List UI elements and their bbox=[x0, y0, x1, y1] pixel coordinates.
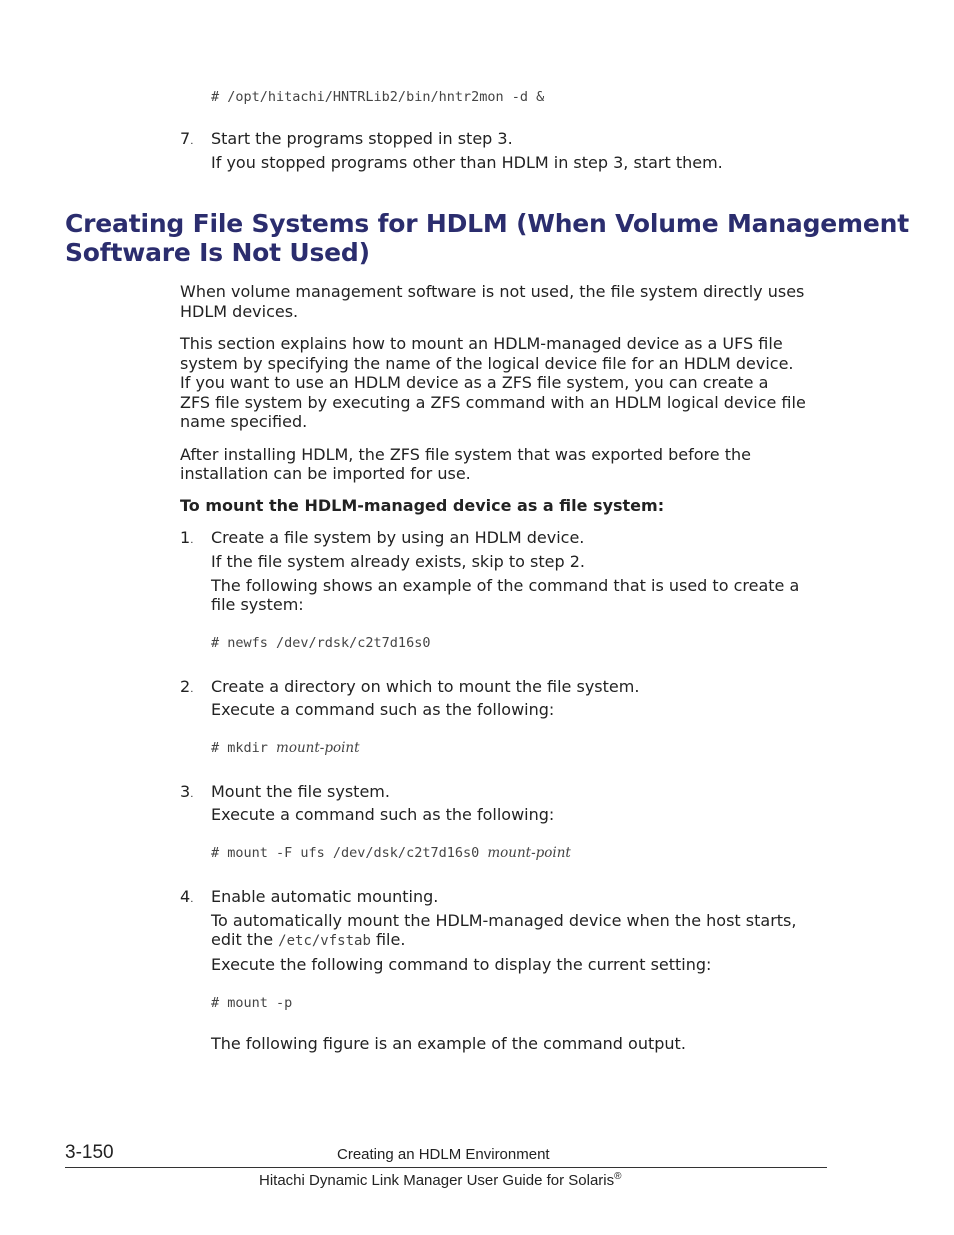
step-4-detail-line-1: To automatically mount the HDLM-managed device when the host starts, bbox=[211, 911, 797, 930]
procedure-heading: To mount the HDLM-managed device as a file system: bbox=[180, 496, 665, 515]
code-hntr2mon: # /opt/hitachi/HNTRLib2/bin/hntr2mon -d & bbox=[211, 89, 545, 105]
code-mkdir-variable: mount-point bbox=[276, 740, 360, 756]
intro-p1-line-2: HDLM devices. bbox=[180, 302, 299, 321]
footer-book-title: Hitachi Dynamic Link Manager User Guide for Solaris® bbox=[259, 1171, 622, 1189]
intro-p3-line-2: installation can be imported for use. bbox=[180, 464, 471, 483]
code-mount-p: # mount -p bbox=[211, 995, 293, 1011]
section-title-line-1: Creating File Systems for HDLM (When Volume Management bbox=[65, 209, 909, 238]
section-title-line-2: Software Is Not Used) bbox=[65, 238, 370, 267]
step-4-text: Enable automatic mounting. bbox=[211, 887, 439, 906]
step-4-figure-note: The following figure is an example of the command output. bbox=[211, 1034, 686, 1053]
step-2-number: 2. bbox=[180, 677, 194, 696]
step-1-detail: If the file system already exists, skip to step 2. bbox=[211, 552, 585, 571]
step-3-text: Mount the file system. bbox=[211, 782, 390, 801]
step-3-number: 3. bbox=[180, 782, 194, 801]
footer-chapter: Creating an HDLM Environment bbox=[337, 1146, 550, 1163]
intro-p3-line-1: After installing HDLM, the ZFS file system that was exported before the bbox=[180, 445, 751, 464]
code-mount-variable: mount-point bbox=[487, 845, 571, 861]
code-mount: # mount -F ufs /dev/dsk/c2t7d16s0 mount-point bbox=[211, 845, 571, 861]
intro-p2-line-1: This section explains how to mount an HDLM-managed device as a UFS file bbox=[180, 334, 783, 353]
step-1-example-line-1: The following shows an example of the command that is used to create a bbox=[211, 576, 800, 595]
vfstab-path: /etc/vfstab bbox=[278, 933, 371, 949]
step-7-number: 7. bbox=[180, 129, 194, 148]
step-4-number: 4. bbox=[180, 887, 194, 906]
step-4-detail-line-2: edit the /etc/vfstab file. bbox=[211, 930, 406, 949]
step-1-number: 1. bbox=[180, 528, 194, 547]
step-7-detail: If you stopped programs other than HDLM in step 3, start them. bbox=[211, 153, 723, 172]
step-7-text: Start the programs stopped in step 3. bbox=[211, 129, 513, 148]
intro-p2-line-5: name specified. bbox=[180, 412, 308, 431]
step-4-instruction: Execute the following command to display the current setting: bbox=[211, 955, 712, 974]
step-2-text: Create a directory on which to mount the file system. bbox=[211, 677, 640, 696]
intro-p2-line-2: system by specifying the name of the logical device file for an HDLM device. bbox=[180, 354, 794, 373]
intro-p2-line-4: ZFS file system by executing a ZFS command with an HDLM logical device file bbox=[180, 393, 806, 412]
step-3-detail: Execute a command such as the following: bbox=[211, 805, 555, 824]
intro-p2-line-3: If you want to use an HDLM device as a ZFS file system, you can create a bbox=[180, 373, 769, 392]
page-number: 3-150 bbox=[65, 1142, 114, 1163]
step-1-text: Create a file system by using an HDLM device. bbox=[211, 528, 585, 547]
footer-divider bbox=[65, 1167, 827, 1168]
step-1-example-line-2: file system: bbox=[211, 595, 304, 614]
code-mkdir: # mkdir mount-point bbox=[211, 740, 360, 756]
step-2-detail: Execute a command such as the following: bbox=[211, 700, 555, 719]
code-newfs: # newfs /dev/rdsk/c2t7d16s0 bbox=[211, 635, 431, 651]
intro-p1-line-1: When volume management software is not used, the file system directly uses bbox=[180, 282, 805, 301]
